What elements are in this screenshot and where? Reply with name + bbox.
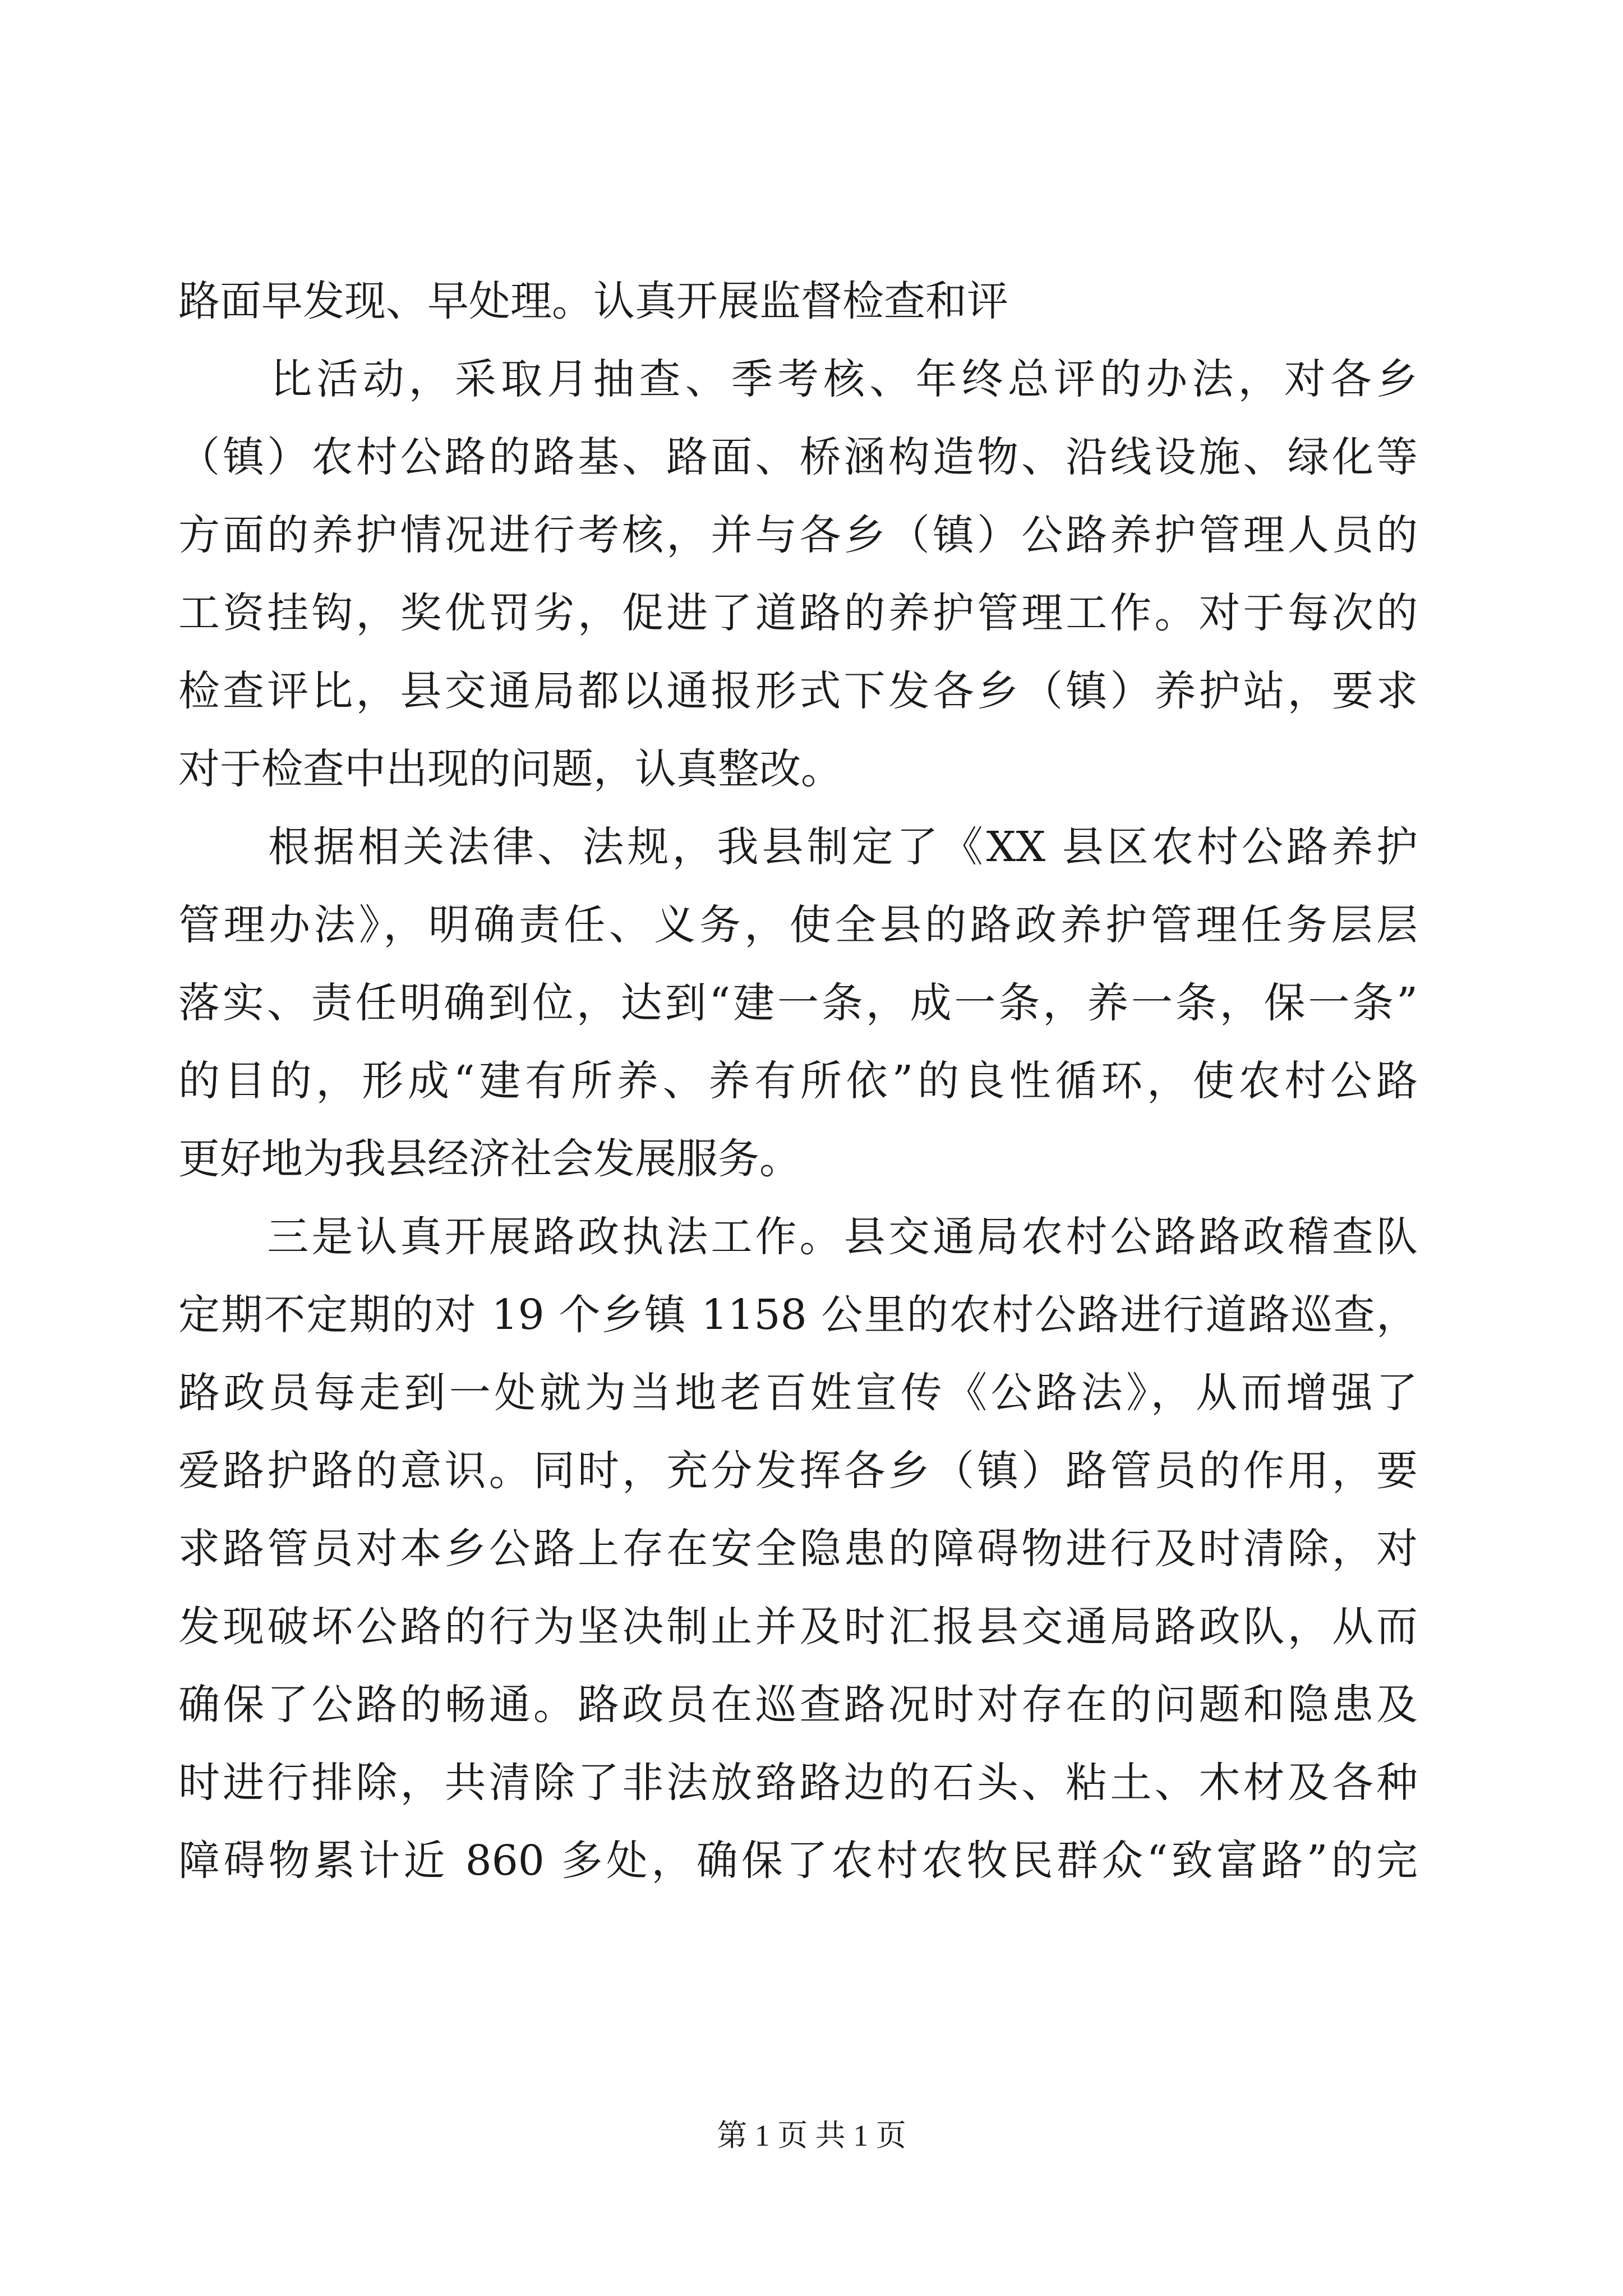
text-line: 对于检查中出现的问题，认真整改。 <box>178 745 842 793</box>
text-line: 落实、责任明确到位，达到“建一条，成一条，养一条，保一条” <box>178 979 1418 1027</box>
text-line: 检查评比，县交通局都以通报形式下发各乡（镇）养护站，要求 <box>178 667 1418 715</box>
text-line: 爱路护路的意识。同时，充分发挥各乡（镇）路管员的作用，要 <box>178 1447 1418 1495</box>
text-line: 的目的，形成“建有所养、养有所依”的良性循环，使农村公路 <box>178 1057 1418 1105</box>
text-line: 求路管员对本乡公路上存在安全隐患的障碍物进行及时清除，对 <box>178 1525 1418 1573</box>
page-number-footer: 第 1 页 共 1 页 <box>717 2119 906 2152</box>
text-line: 发现破坏公路的行为坚决制止并及时汇报县交通局路政队，从而 <box>178 1603 1418 1651</box>
text-line: 方面的养护情况进行考核，并与各乡（镇）公路养护管理人员的 <box>178 511 1418 559</box>
text-line: 比活动，采取月抽查、季考核、年终总评的办法，对各乡 <box>178 355 1418 403</box>
text-line: 根据相关法律、法规，我县制定了《XX 县区农村公路养护 <box>178 823 1418 871</box>
text-line: 三是认真开展路政执法工作。县交通局农村公路路政稽查队 <box>178 1213 1418 1261</box>
text-line: 确保了公路的畅通。路政员在巡查路况时对存在的问题和隐患及 <box>178 1681 1418 1729</box>
text-line: （镇）农村公路的路基、路面、桥涵构造物、沿线设施、绿化等 <box>178 433 1418 481</box>
text-line: 路政员每走到一处就为当地老百姓宣传《公路法》，从而增强了 <box>178 1369 1418 1417</box>
text-line: 管理办法》，明确责任、义务，使全县的路政养护管理任务层层 <box>178 901 1418 949</box>
body-text <box>178 263 1418 1900</box>
text-line: 时进行排除，共清除了非法放臵路边的石头、粘土、木材及各种 <box>178 1759 1418 1807</box>
text-line: 定期不定期的对 19 个乡镇 1158 公里的农村公路进行道路巡查， <box>178 1291 1418 1339</box>
text-line: 更好地为我县经济社会发展服务。 <box>178 1135 801 1183</box>
text-line: 路面早发现、早处理。认真开展监督检查和评 <box>178 277 1008 325</box>
text-line: 工资挂钩，奖优罚劣，促进了道路的养护管理工作。对于每次的 <box>178 589 1418 637</box>
text-line: 障碍物累计近 860 多处，确保了农村农牧民群众“致富路”的完 <box>178 1837 1418 1885</box>
